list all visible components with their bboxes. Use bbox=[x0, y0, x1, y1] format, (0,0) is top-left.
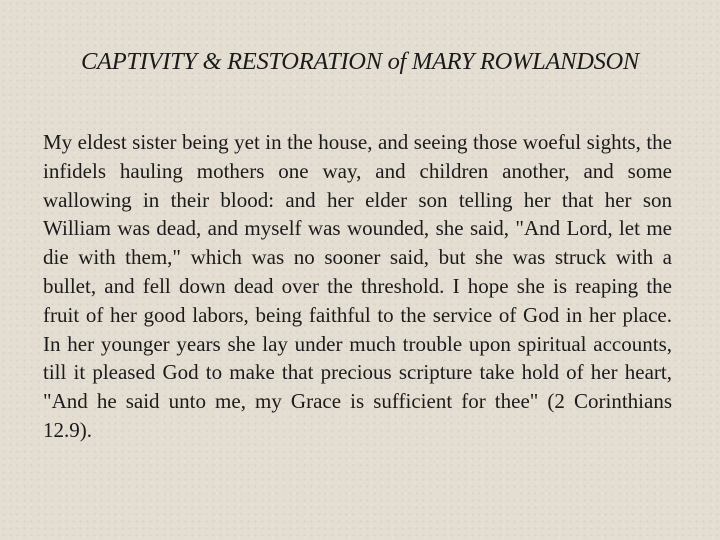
slide-body-text: My eldest sister being yet in the house, and seeing those woeful sights, the infidels hauling mothers one way, and children another, and some wallowing in their blood: and her elder son telling her that her son William was dead, and myself was wounded, she said, "And Lord, let me die with them," which was no sooner said, but she was struck with a bullet, and fell down dead over the threshold. I hope she is reaping the fruit of her good labors, being faithful to the service of God in her place. In her younger years she lay under much trouble upon spiritual accounts, till it pleased God to make that precious scripture take hold of her heart, "And he said unto me, my Grace is sufficient for thee" (2 Corinthians 12.9). bbox=[43, 130, 672, 442]
slide-title: CAPTIVITY & RESTORATION of MARY ROWLANDSON bbox=[81, 48, 639, 75]
